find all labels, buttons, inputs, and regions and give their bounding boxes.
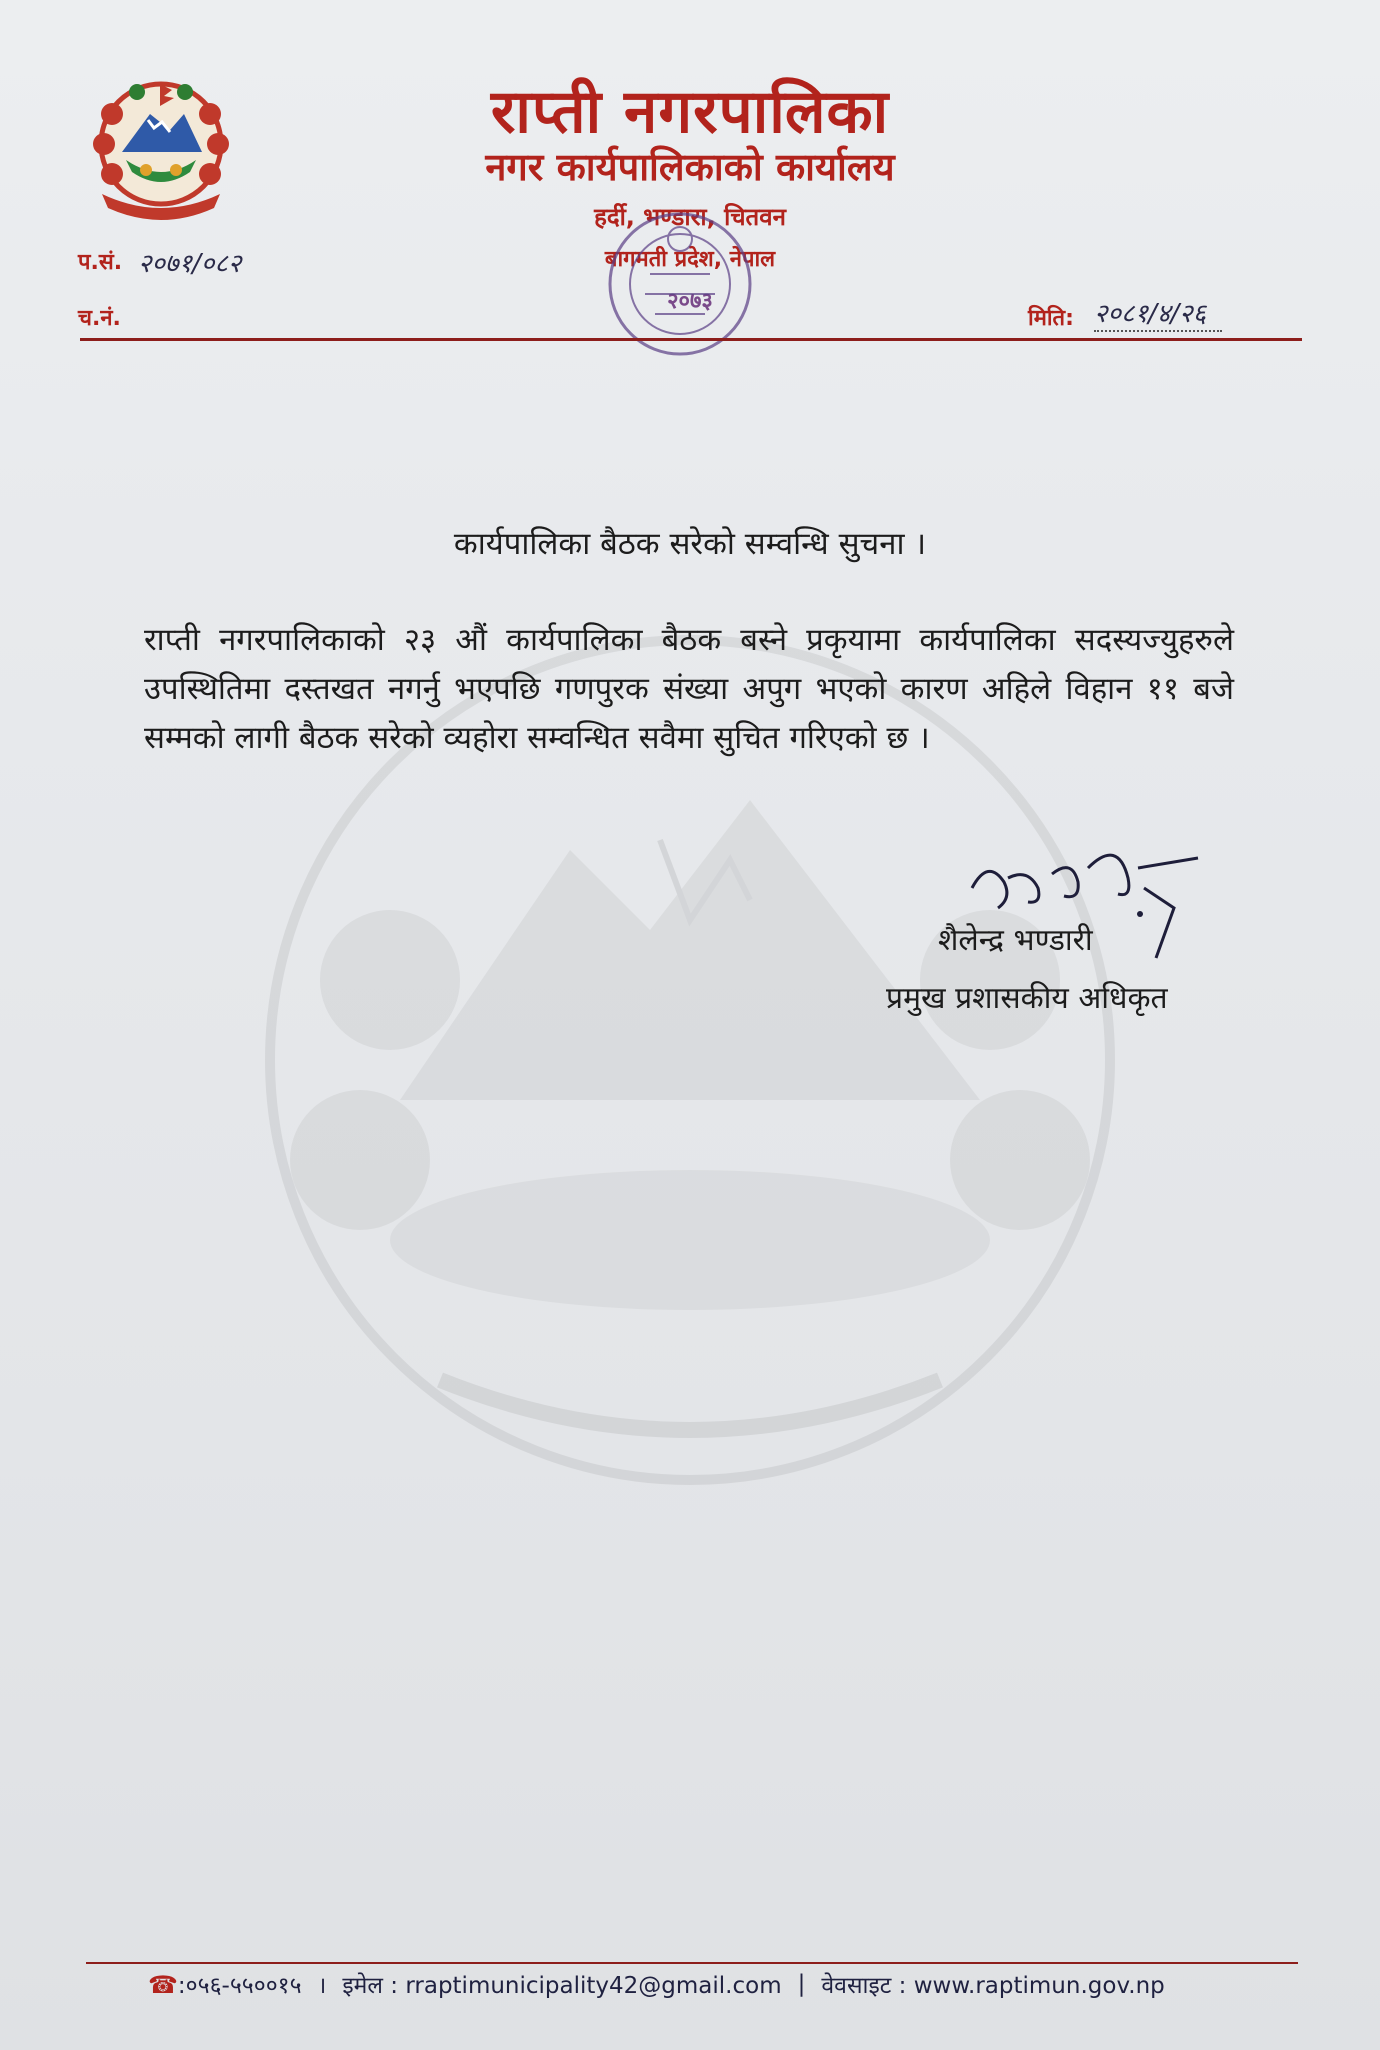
- signatory-name: शैलेन्द्र भण्डारी: [938, 923, 1093, 958]
- header-divider: [80, 338, 1302, 341]
- website-text[interactable]: वेवसाइट : www.raptimun.gov.np: [821, 1973, 1165, 1999]
- municipality-name: राप्ती नगरपालिका: [490, 77, 890, 147]
- footer-contact: [148, 1968, 1248, 2000]
- dispatch-number-label: च.नं.: [78, 306, 121, 331]
- office-address: हर्दी, भण्डारा, चितवन: [594, 203, 786, 231]
- phone-number: :०५६-५५००१५: [177, 1973, 302, 1999]
- notice-subject: कार्यपालिका बैठक सरेको सम्वन्धि सुचना ।: [453, 526, 927, 562]
- date-label: मिति:: [1028, 306, 1074, 331]
- notice-body: राप्ती नगरपालिकाको २३ औं कार्यपालिका बैठक बस्ने प्रकृयामा कार्यपालिका सदस्यज्युहरुले उपस्थितिमा दस्तखत नगर्नु भएपछि गणपुरक संख्या अपुग भएको कारण अहिले विहान ११ बजे सम्मको लागी बैठक सरेको व्यहोरा सम्वन्धित सवैमा सुचित गरिएको छ ।: [144, 622, 1234, 756]
- established-year: २०७३: [667, 289, 713, 314]
- footer-separator: ।: [317, 1973, 327, 1999]
- office-name: नगर कार्यपालिकाको कार्यालय: [485, 145, 895, 189]
- date-value: २०८१/४/२६: [1094, 294, 1222, 332]
- phone-group: [148, 1968, 302, 2000]
- office-stamp-icon: [590, 184, 770, 384]
- nepal-emblem-icon: [82, 74, 240, 224]
- province-line: बागमती प्रदेश, नेपाल: [604, 247, 776, 272]
- email-text[interactable]: इमेल : rraptimunicipality42@gmail.com: [342, 1973, 782, 1999]
- footer-divider-bar: |: [797, 1971, 806, 1997]
- footer-divider: [86, 1962, 1298, 1964]
- ref-number-label: प.सं.: [78, 250, 123, 275]
- phone-icon: ☎: [148, 1971, 178, 1999]
- signatory-title: प्रमुख प्रशासकीय अधिकृत: [886, 981, 1168, 1016]
- ref-number-value: २०७१/०८२: [138, 249, 242, 279]
